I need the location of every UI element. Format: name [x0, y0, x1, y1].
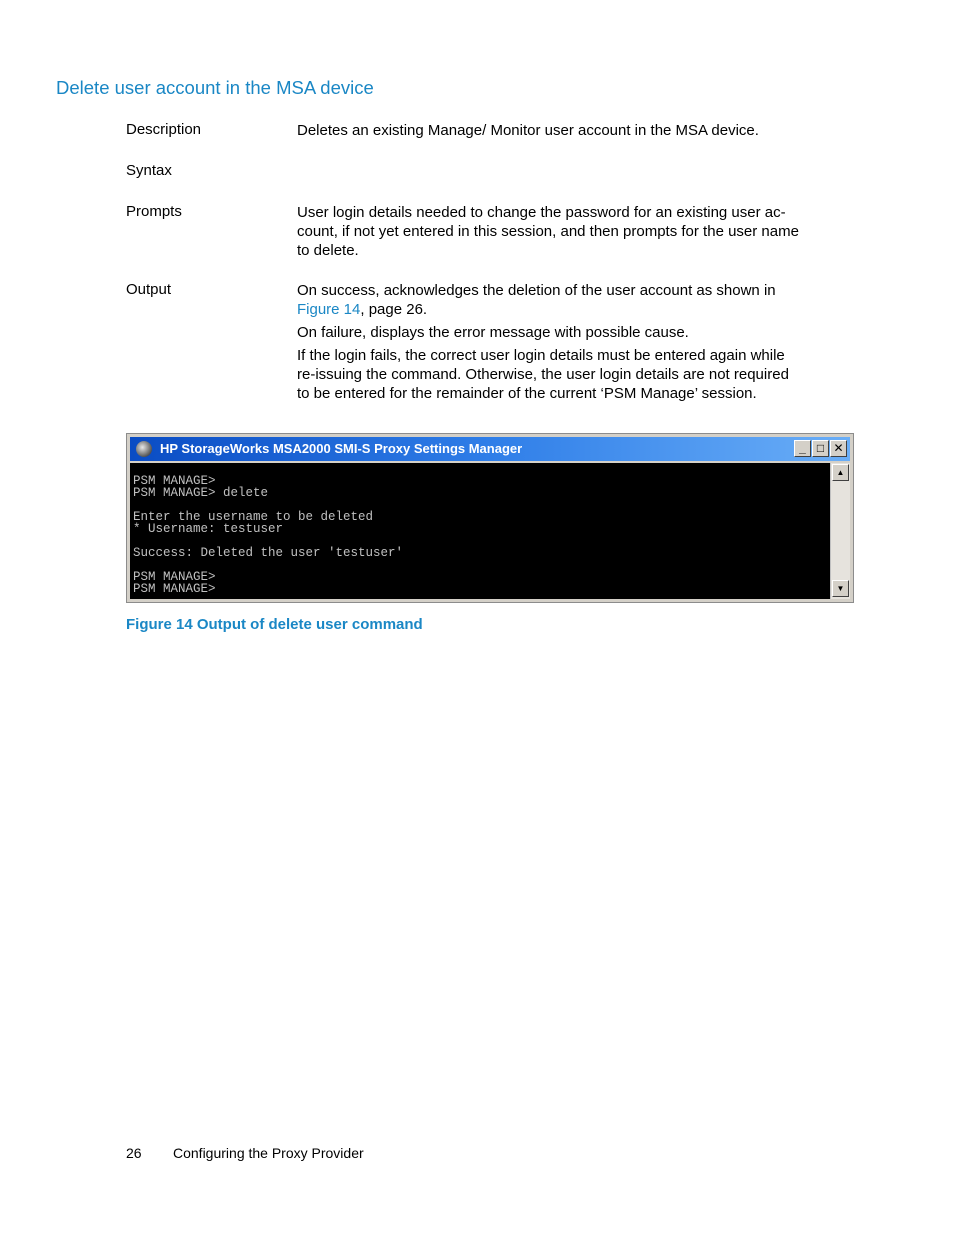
- prompts-text: User login details needed to change the password for an existing user ac-count, if not yet entered in this session, and then prompts for the user name to delete.: [297, 204, 799, 259]
- term-description: Description: [126, 121, 202, 138]
- definition-output: [297, 281, 805, 407]
- console-output[interactable]: [130, 463, 830, 599]
- vertical-scrollbar[interactable]: [830, 463, 850, 599]
- minimize-button[interactable]: _: [794, 440, 811, 457]
- console-line: Enter the username to be deleted: [133, 510, 374, 524]
- term-prompts: Prompts: [126, 203, 182, 220]
- output-paragraph-1: [297, 281, 805, 319]
- scroll-down-arrow-icon[interactable]: ▼: [832, 580, 849, 597]
- term-output: Output: [126, 281, 172, 298]
- output-p1-before: On success, acknowledges the deletion of the user account as shown in: [297, 282, 776, 299]
- footer-chapter: Configuring the Proxy Provider: [173, 1145, 364, 1161]
- console-line: PSM MANAGE>: [133, 570, 216, 584]
- console-line: PSM MANAGE> delete: [133, 486, 269, 500]
- output-paragraph-2: On failure, displays the error message with possible cause.: [297, 324, 689, 341]
- definition-prompts: [297, 203, 805, 264]
- figure-link[interactable]: Figure 14: [297, 301, 361, 318]
- section-title: Delete user account in the MSA device: [56, 77, 374, 98]
- console-line: [130, 559, 830, 571]
- window-titlebar[interactable]: [130, 437, 850, 461]
- figure-caption: Figure 14 Output of delete user command: [126, 616, 423, 633]
- term-syntax: Syntax: [126, 162, 172, 179]
- page-number: 26: [126, 1145, 142, 1161]
- console-line: Success: Deleted the user 'testuser': [133, 546, 404, 560]
- console-window: [126, 433, 854, 603]
- console-line: PSM MANAGE>: [133, 582, 216, 596]
- app-icon: [136, 441, 152, 457]
- window-title: HP StorageWorks MSA2000 SMI-S Proxy Settings Manager: [160, 441, 523, 456]
- maximize-button[interactable]: □: [812, 440, 829, 457]
- close-button[interactable]: ✕: [830, 440, 847, 457]
- output-p1-after: , page 26.: [360, 301, 428, 318]
- console-line: PSM MANAGE>: [133, 474, 216, 488]
- description-text: Deletes an existing Manage/ Monitor user account in the MSA device.: [297, 122, 759, 139]
- output-paragraph-3: If the login fails, the correct user login details must be entered again while re-issuing the command. Otherwise, the user login details are not required to be entered for the remainder of the current ‘PSM Manage’ session.: [297, 347, 789, 402]
- console-line: * Username: testuser: [133, 522, 284, 536]
- scroll-up-arrow-icon[interactable]: ▲: [832, 464, 849, 481]
- definition-description: [297, 121, 805, 144]
